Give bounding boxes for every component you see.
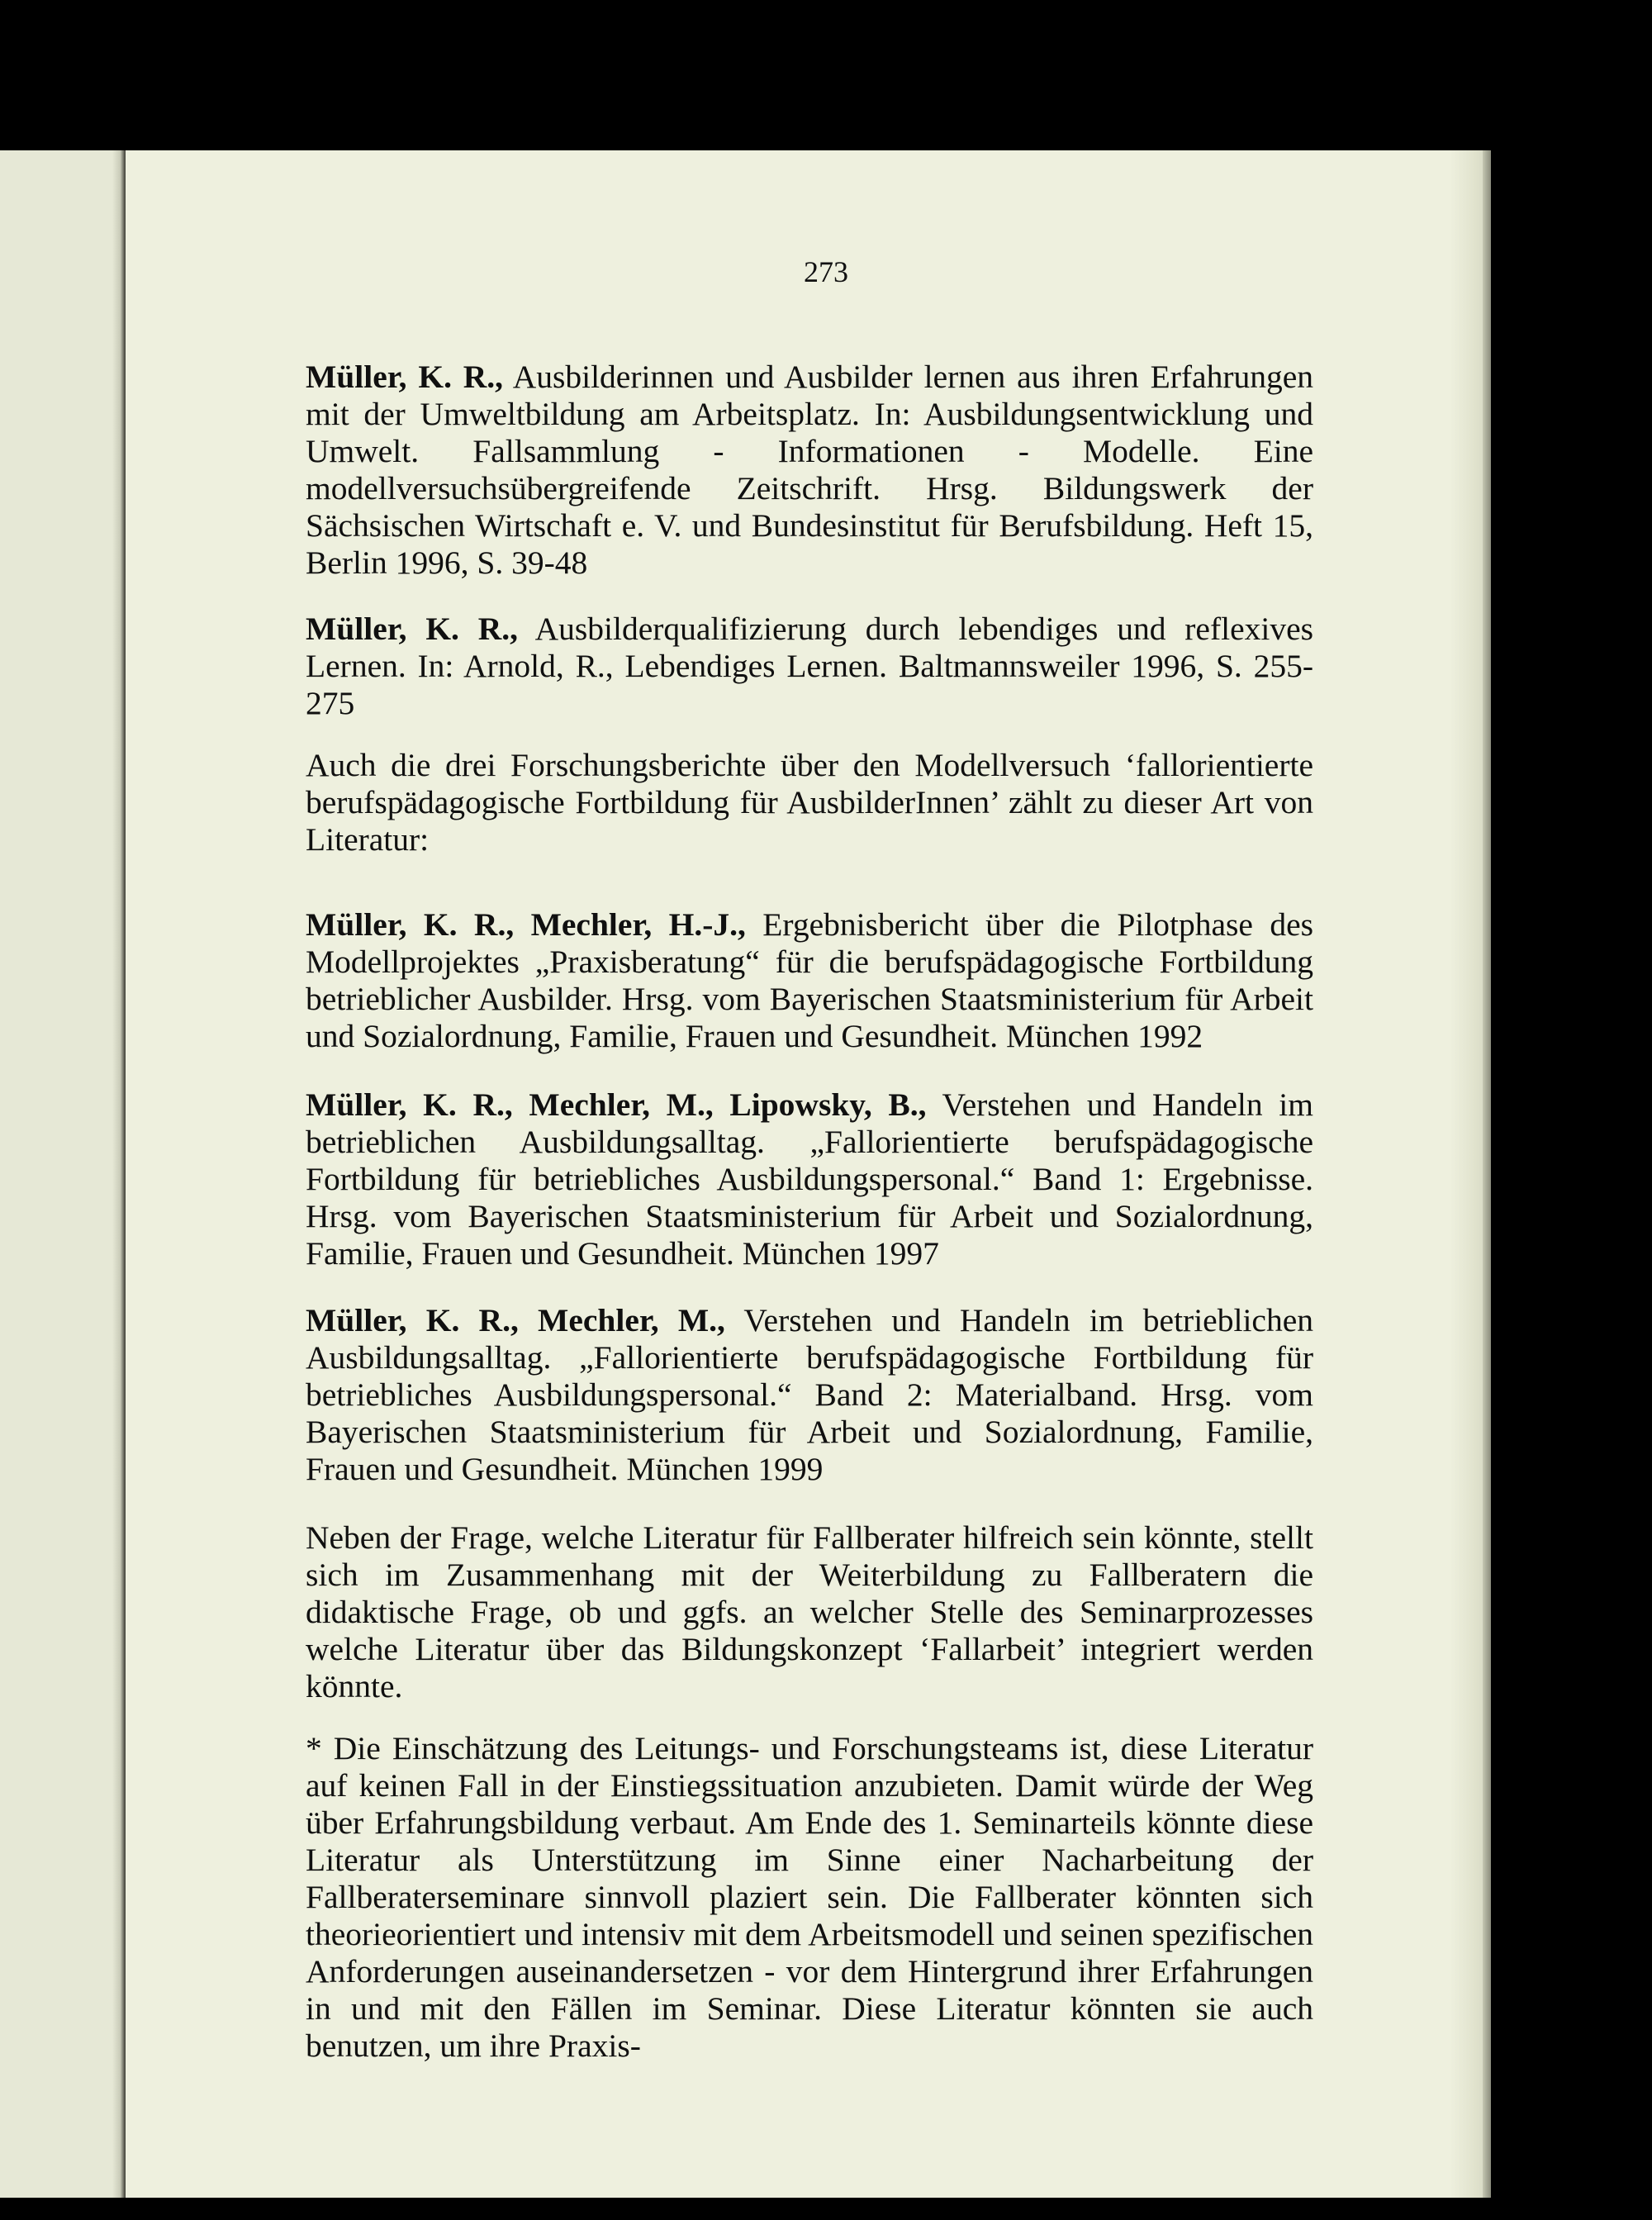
entry-author: Müller, K. R., [306, 359, 504, 395]
bibliography-entry [306, 611, 1313, 722]
page-text [306, 359, 1313, 2065]
bibliography-entry [306, 906, 1313, 1055]
paragraph-text: Neben der Frage, welche Literatur für Fallberater hilfreich sein könnte, stellt sich im Zusammenhang mit der Weiterbildung zu Fallberatern die didaktische Frage, ob und ggfs. an welcher Stelle des Seminarprozesses welche Literatur über das Bildungskonzept ‘Fallarbeit’ integriert werden könnte. [306, 1519, 1313, 1704]
entry-text: Ausbilderqualifizierung durch lebendiges und reflexives Lernen. In: Arnold, R., Lebendiges Lernen. Baltmannsweiler 1996, S. 255-275 [306, 611, 1313, 721]
paragraph [306, 747, 1313, 858]
bibliography-entry [306, 1086, 1313, 1272]
entry-text: Ausbilderinnen und Ausbilder lernen aus ihren Erfahrungen mit der Umweltbildung am Arbeitsplatz. In: Ausbildungsentwicklung und Umwelt. Fallsammlung - Informationen - Modelle. Eine modellversuchsübergreifende Zeitschrift. Hrsg. Bildungswerk der Sächsischen Wirtschaft e. V. und Bundesinstitut für Berufsbildung. Heft 15, Berlin 1996, S. 39-48 [306, 359, 1314, 581]
page-edge-shadow [1483, 150, 1491, 2198]
bibliography-entry [306, 1302, 1313, 1488]
entry-text: Ergebnisbericht über die Pilotphase des Modellprojektes „Praxisberatung“ für die berufspädagogische Fortbildung betrieblicher Ausbilder. Hrsg. vom Bayerischen Staatsministerium für Arbeit und Sozialordnung, Familie, Frauen und Gesundheit. München 1992 [306, 906, 1313, 1054]
entry-author: Müller, K. R., Mechler, M., [306, 1302, 725, 1338]
entry-text: Verstehen und Handeln im betrieblichen Ausbildungsalltag. „Fallorientierte berufspädagogische Fortbildung für betriebliches Ausbildungspersonal.“ Band 1: Ergebnisse. Hrsg. vom Bayerischen Staatsministerium für Arbeit und Sozialordnung, Familie, Frauen und Gesundheit. München 1997 [306, 1086, 1314, 1272]
bibliography-entry [306, 359, 1313, 582]
paragraph [306, 1519, 1313, 1705]
paragraph [306, 1730, 1313, 2065]
page-number: 273 [804, 255, 848, 288]
entry-author: Müller, K. R., Mechler, M., Lipowsky, B., [306, 1086, 927, 1123]
book-gutter [112, 150, 126, 2198]
paragraph-text: * Die Einschätzung des Leitungs- und Forschungsteams ist, diese Literatur auf keinen Fall in der Einstiegssituation anzubieten. Damit würde der Weg über Erfahrungsbildung verbaut. Am Ende des 1. Seminarteils könnte diese Literatur als Unterstützung im Sinne einer Nacharbeitung der Fallberaterseminare sinnvoll plaziert sein. Die Fallberater könnten sich theorieorientiert und intensiv mit dem Arbeitsmodell und seinen spezifischen Anforderungen auseinandersetzen - vor dem Hintergrund ihrer Erfahrungen in und mit den Fällen im Seminar. Diese Literatur könnten sie auch benutzen, um ihre Praxis- [306, 1730, 1313, 2064]
left-page-edge [0, 150, 126, 2198]
paragraph-text: Auch die drei Forschungsberichte über den Modellversuch ‘fallorientierte berufspädagogische Fortbildung für AusbilderInnen’ zählt zu dieser Art von Literatur: [306, 747, 1313, 858]
entry-author: Müller, K. R., Mechler, H.-J., [306, 906, 746, 943]
entry-author: Müller, K. R., [306, 611, 518, 647]
entry-text: Verstehen und Handeln im betrieblichen Ausbildungsalltag. „Fallorientierte berufspädagogische Fortbildung für betriebliches Ausbildungspersonal.“ Band 2: Materialband. Hrsg. vom Bayerischen Staatsministerium für Arbeit und Sozialordnung, Familie, Frauen und Gesundheit. München 1999 [306, 1302, 1313, 1487]
